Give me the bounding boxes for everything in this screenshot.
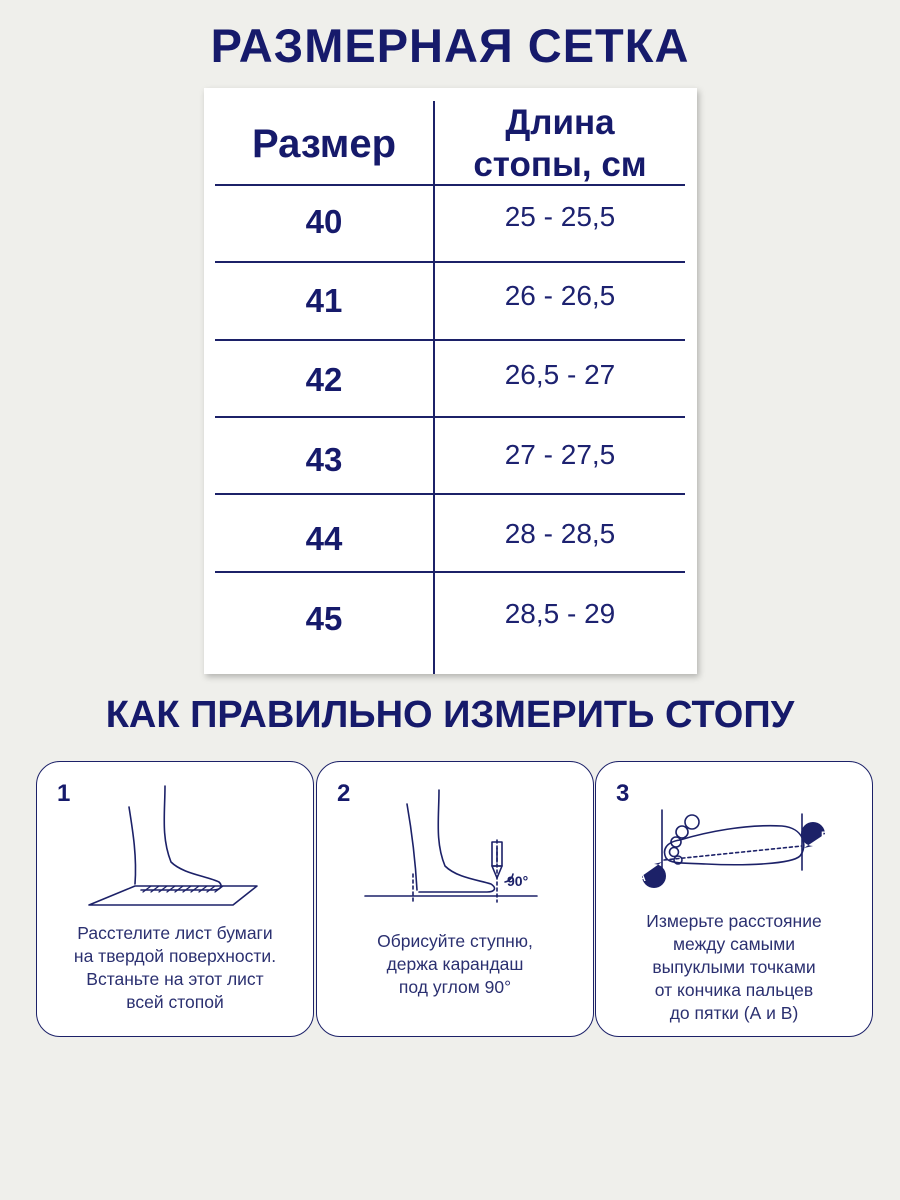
- foot-outline-pencil-icon: [317, 762, 595, 922]
- instruction-line: под углом 90°: [398, 977, 512, 997]
- header-length-line2: стопы, см: [473, 145, 647, 184]
- step-card-3: [595, 761, 873, 1037]
- row-divider: [215, 493, 685, 495]
- row-divider: [215, 339, 685, 341]
- instruction-line: выпуклыми точками: [652, 957, 816, 977]
- angle-label: 90°: [507, 873, 529, 889]
- size-value: 45: [305, 600, 343, 637]
- size-value: 40: [305, 203, 343, 240]
- point-a-label: A: [638, 872, 646, 884]
- instruction-line: Встаньте на этот лист: [86, 969, 264, 989]
- foot-sole-measure-icon: [596, 762, 874, 922]
- row-divider: [215, 416, 685, 418]
- size-value: 41: [305, 282, 343, 319]
- instruction-line: Расстелите лист бумаги: [77, 923, 273, 943]
- length-value: 28,5 - 29: [504, 598, 616, 629]
- size-value: 42: [305, 361, 343, 398]
- header-length-line1: Длина: [505, 103, 615, 142]
- header-size: Размер: [251, 122, 397, 166]
- step-number: 2: [337, 780, 351, 807]
- point-b-label: B: [821, 830, 829, 842]
- length-value: 26 - 26,5: [504, 280, 616, 311]
- step-card-2: [316, 761, 594, 1037]
- instruction-line: от кончика пальцев: [654, 980, 814, 1000]
- instruction-line: на твердой поверхности.: [73, 946, 277, 966]
- instruction-line: между самыми: [673, 934, 795, 954]
- instruction-line: Измерьте расстояние: [646, 911, 822, 931]
- length-value: 27 - 27,5: [504, 439, 616, 470]
- size-value: 43: [305, 441, 343, 478]
- size-value: 44: [305, 520, 343, 557]
- instruction-line: держа карандаш: [386, 954, 524, 974]
- page-title: РАЗМЕРНАЯ СЕТКА: [210, 19, 690, 72]
- step-number: 1: [57, 780, 71, 807]
- step-card-1: [36, 761, 314, 1037]
- instruction-line: Обрисуйте ступню,: [377, 931, 533, 951]
- header-foot-length: [435, 102, 685, 186]
- step-instruction: [606, 910, 862, 1025]
- size-table: [204, 88, 697, 674]
- instruction-line: всей стопой: [126, 992, 224, 1012]
- length-value: 28 - 28,5: [504, 518, 616, 549]
- length-value: 26,5 - 27: [504, 359, 616, 390]
- instruction-line: до пятки (А и В): [669, 1003, 799, 1023]
- measure-title: КАК ПРАВИЛЬНО ИЗМЕРИТЬ СТОПУ: [105, 694, 795, 736]
- step-instruction: [47, 922, 303, 1014]
- foot-on-paper-icon: [37, 762, 315, 922]
- row-divider: [215, 184, 685, 186]
- row-divider: [215, 261, 685, 263]
- step-instruction: [327, 930, 583, 999]
- step-number: 3: [616, 780, 630, 807]
- length-value: 25 - 25,5: [504, 201, 616, 232]
- row-divider: [215, 571, 685, 573]
